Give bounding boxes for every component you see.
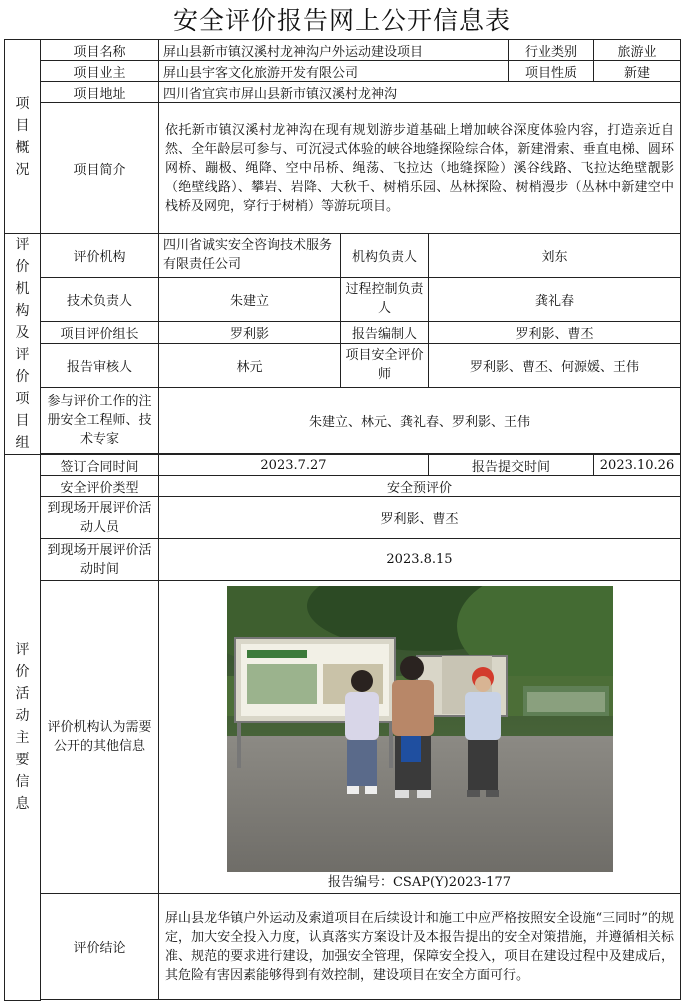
conclusion-label: 评价结论	[41, 894, 159, 1000]
tech-lead-value: 朱建立	[159, 277, 341, 321]
project-nature-value: 新建	[594, 61, 681, 82]
agency-value: 四川省诚实安全咨询技术服务有限责任公司	[159, 234, 341, 278]
other-info-value	[159, 581, 681, 894]
project-name-value: 屏山县新市镇汉溪村龙神沟户外运动建设项目	[159, 40, 509, 61]
onsite-date-label: 到现场开展评价活动时间	[41, 539, 159, 581]
project-owner-value: 屏山县宇客文化旅游开发有限公司	[159, 61, 509, 82]
section-agency-label: 评价机构及评价项目组	[5, 234, 41, 455]
assessment-type-value: 安全预评价	[159, 476, 681, 497]
project-address-value: 四川省宜宾市屏山县新市镇汉溪村龙神沟	[159, 82, 681, 103]
experts-value: 朱建立、林元、龚礼春、罗利影、王伟	[159, 387, 681, 453]
section-activity-label: 评价活动主要信息	[5, 455, 41, 1001]
site-photo	[227, 586, 613, 872]
project-owner-label: 项目业主	[41, 61, 159, 82]
disclosure-table	[4, 39, 681, 1001]
safety-assessor-label: 项目安全评价师	[341, 343, 429, 387]
team-leader-label: 项目评价组长	[41, 321, 159, 343]
industry-value: 旅游业	[594, 40, 681, 61]
report-reviewer-label: 报告审核人	[41, 343, 159, 387]
contract-date-value: 2023.7.27	[159, 455, 429, 476]
submit-date-value: 2023.10.26	[594, 455, 681, 476]
agency-label: 评价机构	[41, 234, 159, 278]
contract-date-label: 签订合同时间	[41, 455, 159, 476]
experts-label: 参与评价工作的注册安全工程师、技术专家	[41, 387, 159, 453]
onsite-staff-value: 罗利影、曹丕	[159, 497, 681, 539]
project-name-label: 项目名称	[41, 40, 159, 61]
project-address-label: 项目地址	[41, 82, 159, 103]
report-reviewer-value: 林元	[159, 343, 341, 387]
team-leader-value: 罗利影	[159, 321, 341, 343]
conclusion-value: 屏山县龙华镇户外运动及索道项目在后续设计和施工中应严格按照安全设施“三同时”的规定，加大安全投入力度，认真落实方案设计及本报告提出的安全对策措施，并遵循相关标准、规范的要求进行建设，加强安全管理，保障安全投入，项目在建设过程中及建成后，其危险有害因素能够得到有效控制，建设项目在安全方面可行。	[159, 894, 681, 1000]
report-writer-label: 报告编制人	[341, 321, 429, 343]
onsite-staff-label: 到现场开展评价活动人员	[41, 497, 159, 539]
page-title: 安全评价报告网上公开信息表	[172, 6, 511, 35]
report-writer-value: 罗利影、曹丕	[429, 321, 681, 343]
submit-date-label: 报告提交时间	[429, 455, 594, 476]
agency-head-value: 刘东	[429, 234, 681, 278]
tech-lead-label: 技术负责人	[41, 277, 159, 321]
agency-head-label: 机构负责人	[341, 234, 429, 278]
other-info-label: 评价机构认为需要公开的其他信息	[41, 581, 159, 894]
industry-label: 行业类别	[509, 40, 594, 61]
process-control-value: 龚礼春	[429, 277, 681, 321]
process-control-label: 过程控制负责人	[341, 277, 429, 321]
onsite-date-value: 2023.8.15	[159, 539, 681, 581]
safety-assessor-value: 罗利影、曹丕、何源媛、王伟	[429, 343, 681, 387]
project-nature-label: 项目性质	[509, 61, 594, 82]
report-number: 报告编号：CSAP(Y)2023-177	[327, 875, 511, 890]
assessment-type-label: 安全评价类型	[41, 476, 159, 497]
project-intro-label: 项目简介	[41, 103, 159, 234]
project-intro-value: 依托新市镇汉溪村龙神沟在现有规划游步道基础上增加峡谷深度体验内容，打造亲近自然、全年龄层可参与、可沉浸式体验的峡谷地缝探险综合体，新建滑索、垂直电梯、圆环网桥、蹦极、绳降、空中吊桥、绳荡、飞拉达（地缝探险）溪谷线路、飞拉达绝壁靓影（绝壁线路）、攀岩、岩降、大秋千、树梢乐园、丛林探险、树梢漫步（丛林中新建空中栈桥及网兜，穿行于树梢）等游玩项目。	[159, 103, 681, 234]
section-overview-label: 项目概况	[5, 40, 41, 234]
